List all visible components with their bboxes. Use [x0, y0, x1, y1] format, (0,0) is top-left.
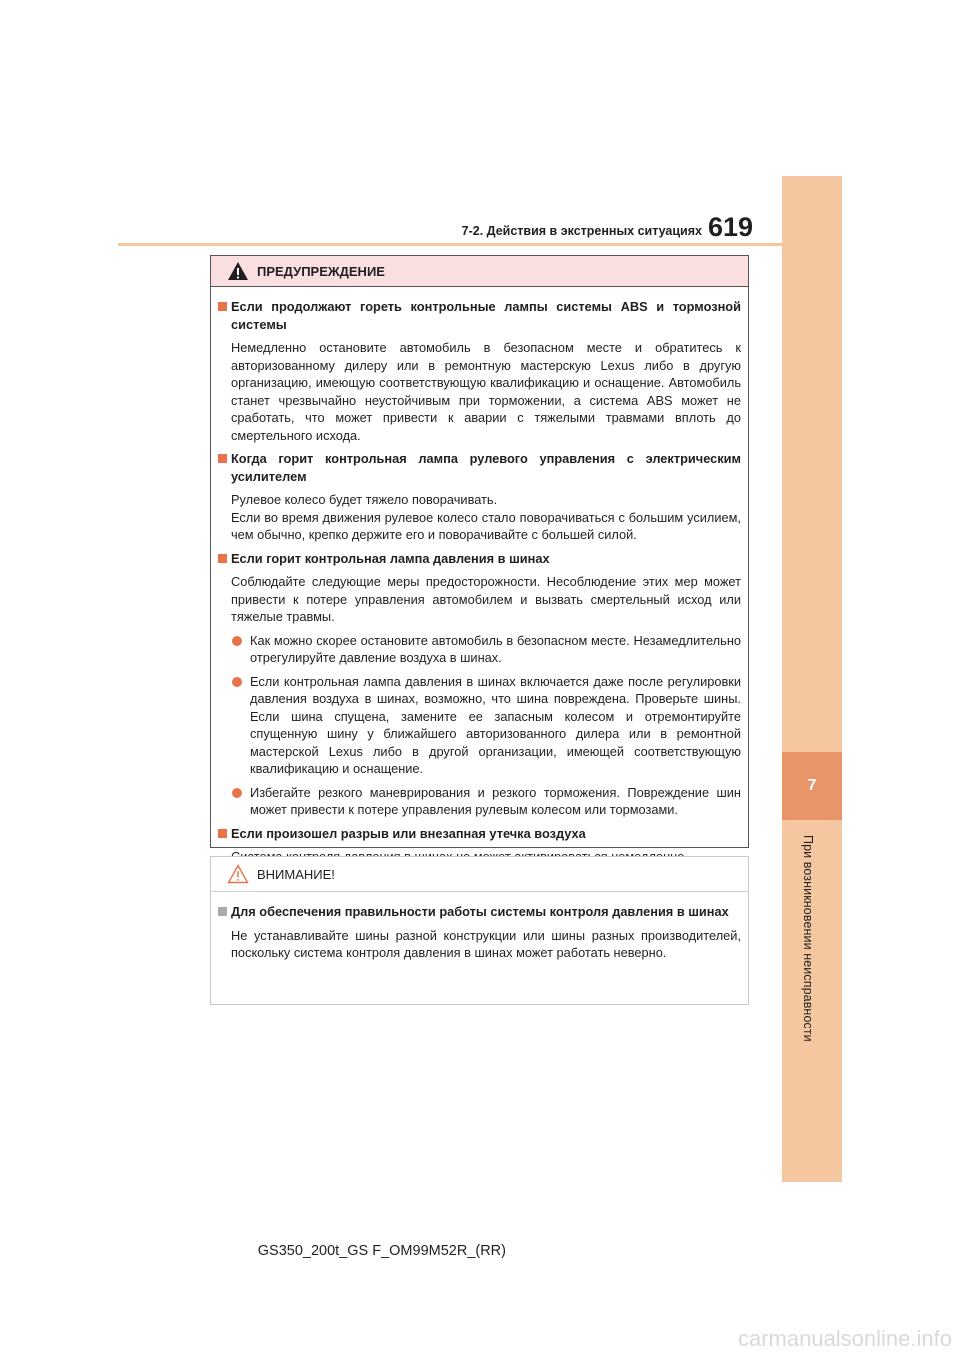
chapter-number: 7: [782, 752, 842, 820]
caution-box: [210, 856, 749, 1005]
document-code: GS350_200t_GS F_OM99M52R_(RR): [257, 1243, 506, 1259]
list-item: [218, 784, 741, 819]
item-paragraph: Не устанавливайте шины разной конструкции или шины разных производителей, поскольку система контроля давления в шинах может работать неверно.: [231, 927, 741, 960]
caution-item: [218, 903, 741, 962]
item-title: Если горит контрольная лампа давления в шинах: [231, 550, 550, 566]
list-item-text: Как можно скорее остановите автомобиль в безопасном месте. Незамедлительно отрегулируйте давление воздуха в шинах.: [250, 632, 741, 665]
warning-item: [218, 450, 741, 544]
circle-bullet-icon: [232, 677, 242, 687]
warning-item: [218, 298, 741, 444]
list-item-text: Избегайте резкого маневрирования и резкого торможения. Повреждение шин может привести к потере управления рулевым колесом или тормозами.: [250, 784, 741, 817]
item-title: Если произошел разрыв или внезапная утечка воздуха: [231, 825, 586, 841]
circle-bullet-icon: [232, 636, 242, 646]
square-bullet-icon: [218, 829, 227, 838]
caution-triangle-icon: [227, 864, 249, 884]
warning-triangle-icon: [227, 261, 249, 281]
warning-item: [218, 550, 741, 819]
caution-header: [211, 857, 748, 892]
chapter-title: При возникновении неисправности: [801, 835, 815, 1042]
item-paragraph: Соблюдайте следующие меры предосторожности. Несоблюдение этих мер может привести к потере управления автомобилем и вызвать смертельный исход или тяжелые травмы.: [231, 574, 741, 624]
watermark: carmanualsonline.info: [737, 1326, 952, 1351]
square-bullet-icon: [218, 302, 227, 311]
item-title: Если продолжают гореть контрольные лампы системы ABS и тормозной системы: [231, 299, 741, 332]
square-bullet-icon: [218, 454, 227, 463]
item-title: Когда горит контрольная лампа рулевого управления с электрическим усилителем: [231, 451, 741, 484]
section-title: 7-2. Действия в экстренных ситуациях: [461, 224, 702, 238]
square-bullet-icon: [218, 554, 227, 563]
item-paragraph: Немедленно остановите автомобиль в безопасном месте и обратитесь к авторизованному дилеру или в ремонтную мастерскую Lexus либо в другую организацию, имеющую соответствующую квалификацию и оснащение. Автомобиль станет чрезвычайно неустойчивым при торможении, а система ABS может не сработать, что может привести к аварии с тяжелыми травмами вплоть до смертельного исхода.: [231, 340, 741, 443]
circle-bullet-icon: [232, 788, 242, 798]
item-paragraph: Рулевое колесо будет тяжело поворачивать.: [231, 492, 498, 507]
page-number: 619: [708, 212, 754, 242]
square-bullet-icon: [218, 907, 227, 916]
list-item: [218, 673, 741, 778]
warning-header: [211, 256, 748, 287]
list-item: [218, 632, 741, 667]
header-rule: [118, 243, 782, 246]
warning-box: [210, 255, 749, 848]
warning-title: ПРЕДУПРЕЖДЕНИЕ: [257, 263, 385, 279]
item-title: Для обеспечения правильности работы системы контроля давления в шинах: [231, 904, 729, 919]
caution-title: ВНИМАНИЕ!: [257, 866, 335, 882]
list-item-text: Если контрольная лампа давления в шинах включается даже после регулировки давления воздуха в шинах, возможно, что шина повреждена. Проверьте шины. Если шина спущена, замените ее запасным колесом и отремонтируйте спущенную шину у ближайшего авторизованного дилера или в ремонтной мастерской Lexus либо в другой организации, имеющей соответствующую квалификацию и оснащение.: [250, 673, 741, 776]
item-paragraph: Если во время движения рулевое колесо стало поворачиваться с большим усилием, чем обычно, крепко держите его и поворачивайте с большей силой.: [231, 509, 741, 542]
